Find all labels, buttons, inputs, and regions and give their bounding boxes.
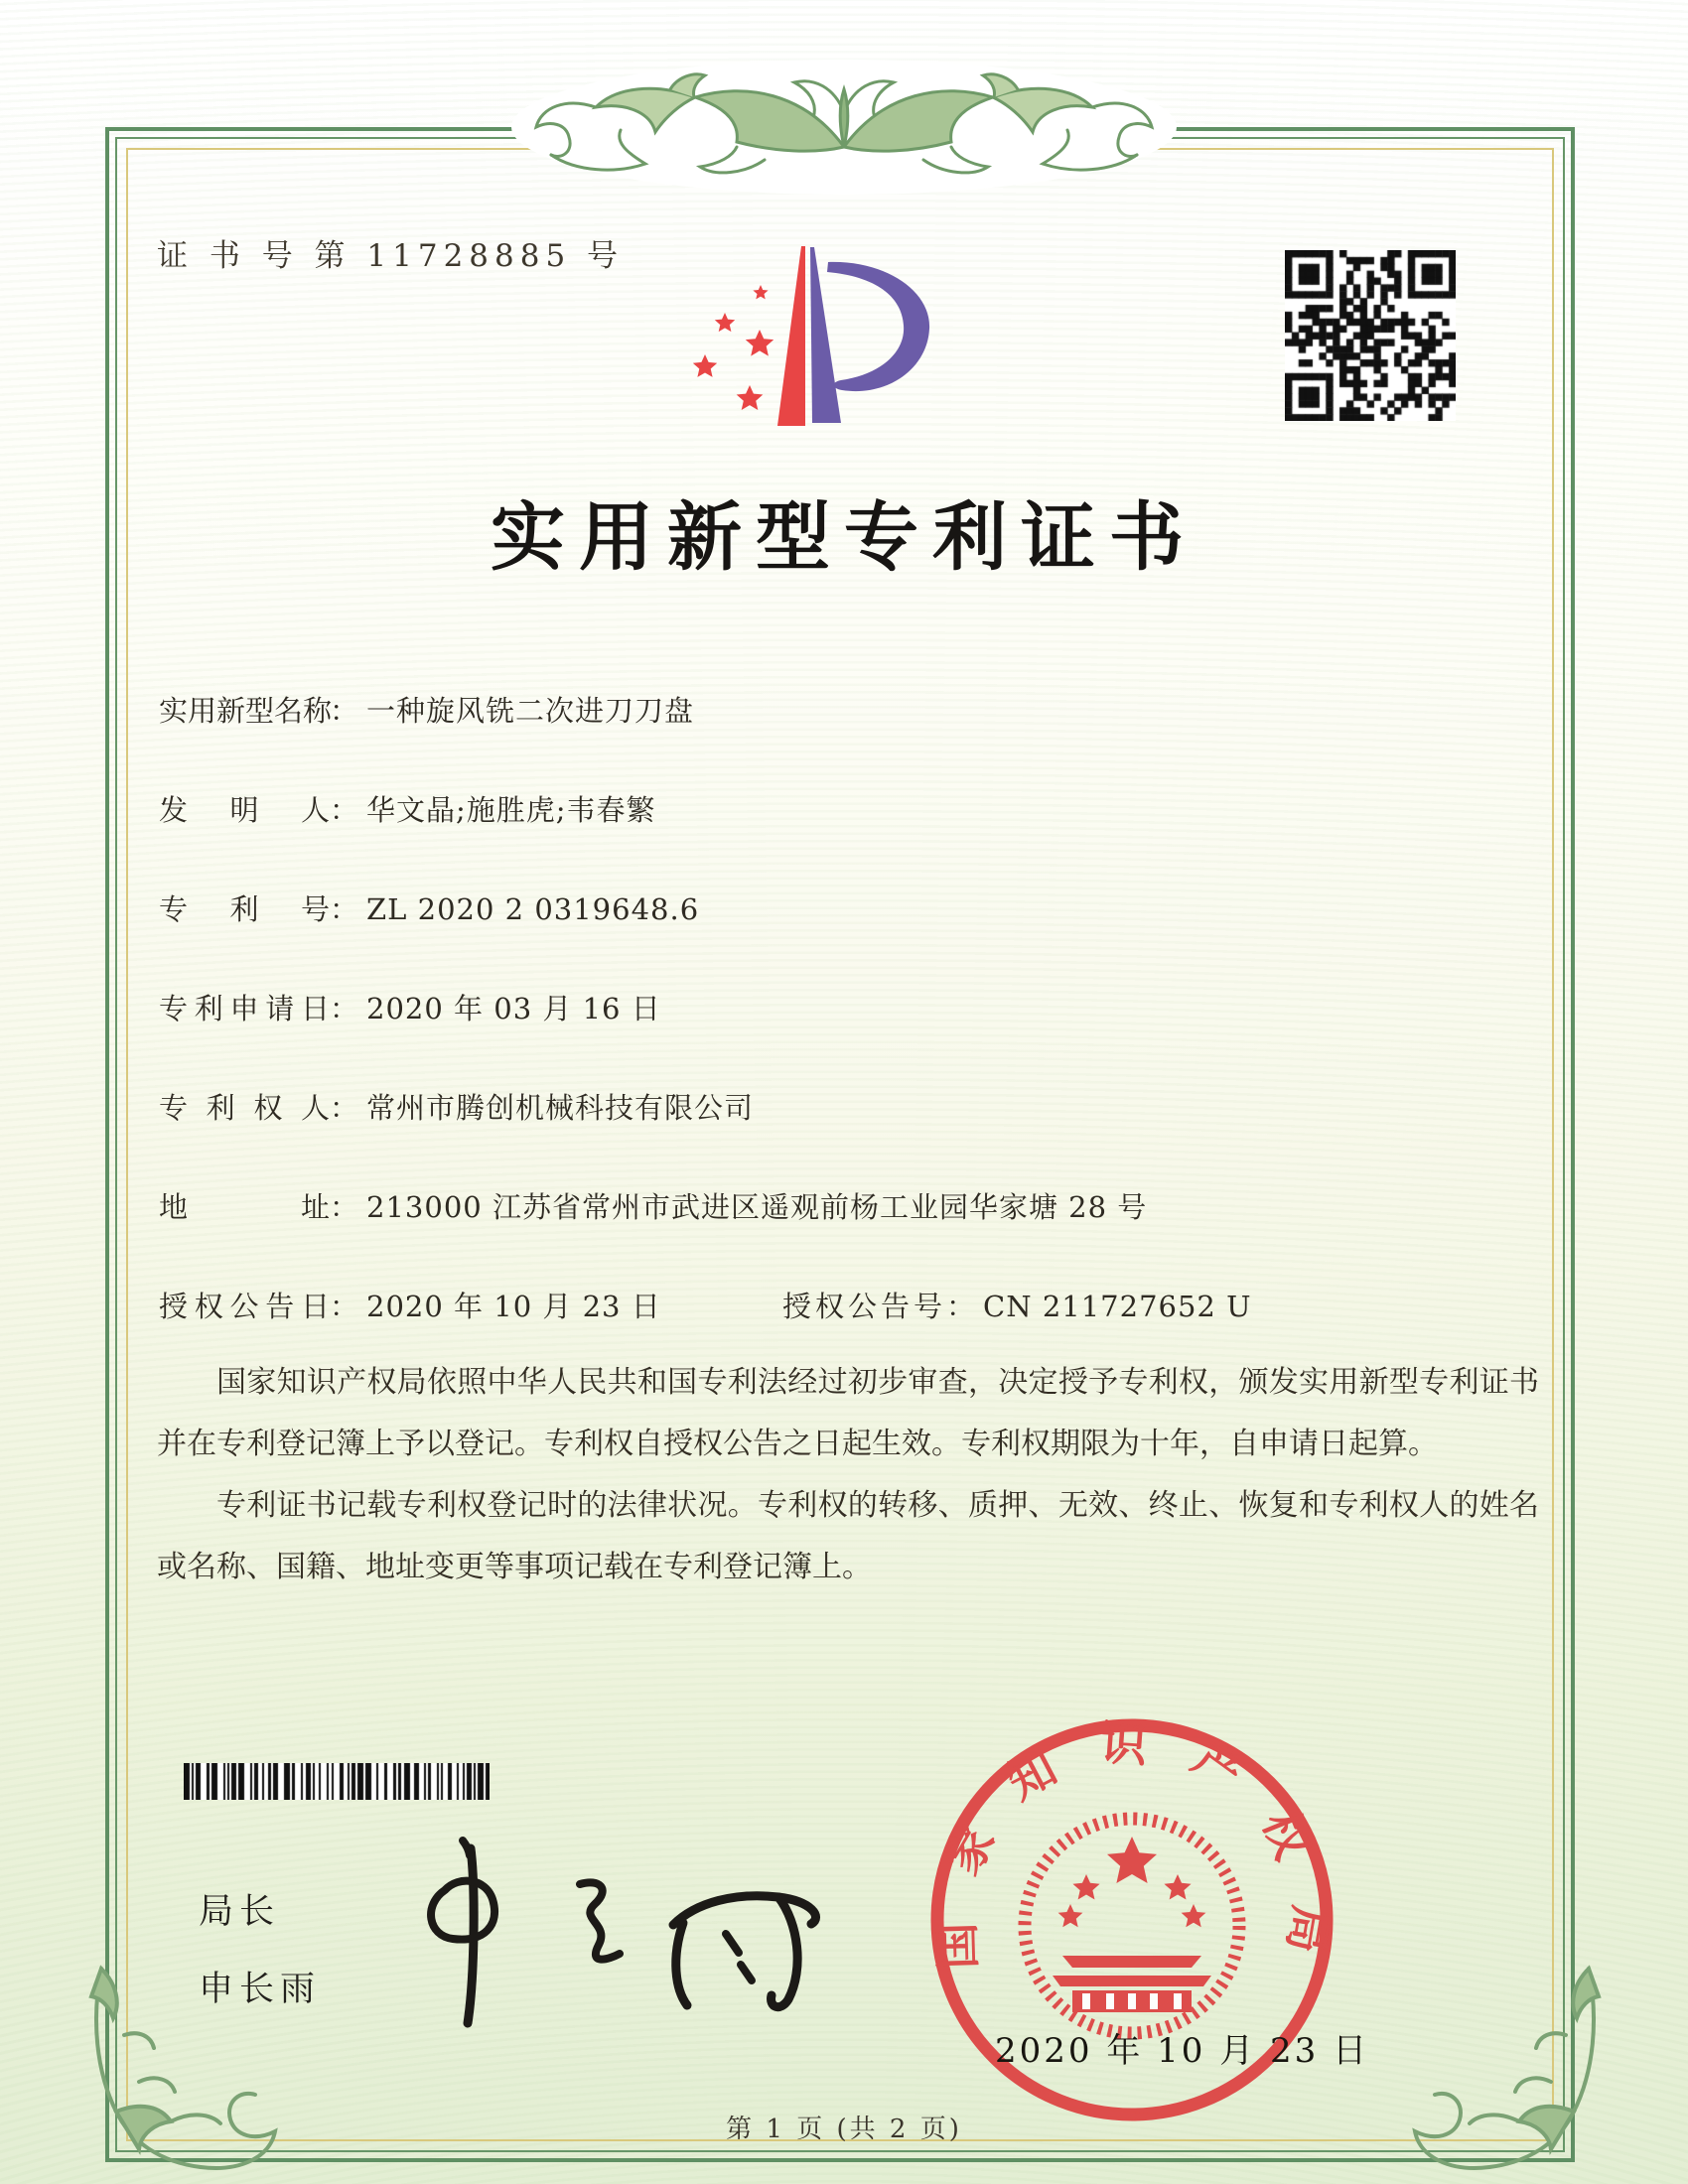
certificate-number: 证 书 号 第 11728885 号 (157, 238, 625, 274)
certificate-title: 实用新型专利证书 (490, 493, 1197, 581)
field-value: ZL 2020 2 0319648.6 (366, 892, 700, 926)
field-colon: ： (330, 1190, 359, 1224)
field-address (159, 1185, 1549, 1225)
field-grant-row (159, 1285, 1549, 1324)
top-flourish-ornament (467, 48, 1221, 206)
director-signature (383, 1829, 854, 2063)
seal-date: 2020 年 10 月 23 日 (995, 2031, 1370, 2071)
field-value: 2020 年 03 月 16 日 (366, 992, 661, 1025)
field-label: 授权公告号 (782, 1290, 947, 1323)
field-label: 授权公告日 (159, 1290, 330, 1323)
field-label: 实用新型名称 (159, 694, 333, 728)
field-colon: ： (330, 1091, 359, 1125)
field-label: 专利申请日 (159, 992, 330, 1025)
field-value: 213000 江苏省常州市武进区遥观前杨工业园华家塘 28 号 (366, 1190, 1148, 1224)
legal-paragraph-1: 国家知识产权局依照中华人民共和国专利法经过初步审查，决定授予专利权，颁发实用新型专利证书并在专利登记簿上予以登记。专利权自授权公告之日起生效。专利权期限为十年，自申请日起算。 (157, 1365, 1539, 1461)
field-utility-model-name (159, 689, 1549, 729)
field-patentee (159, 1086, 1549, 1126)
director-name: 申长雨 (199, 1970, 322, 2009)
field-value: 2020 年 10 月 23 日 (366, 1290, 661, 1323)
field-label: 专利号 (159, 892, 330, 926)
qr-code (1285, 250, 1456, 421)
field-value: CN 211727652 U (983, 1290, 1252, 1323)
field-label: 专利权人 (159, 1091, 330, 1125)
field-inventors (159, 788, 1549, 828)
field-colon: ： (330, 1290, 359, 1323)
barcode (184, 1763, 490, 1800)
field-label: 发明人 (159, 793, 330, 827)
bottom-right-flourish (1372, 1961, 1620, 2184)
field-colon: ： (330, 694, 359, 728)
field-value: 常州市腾创机械科技有限公司 (366, 1091, 755, 1125)
field-list (159, 689, 1549, 1384)
field-grant-number (782, 1285, 1252, 1325)
field-label: 地址 (159, 1190, 330, 1224)
field-value: 一种旋风铣二次进刀刀盘 (366, 694, 695, 728)
legal-paragraph-2: 专利证书记载专利权登记时的法律状况。专利权的转移、质押、无效、终止、恢复和专利权人的姓名或名称、国籍、地址变更等事项记载在专利登记簿上。 (157, 1488, 1539, 1584)
field-value: 华文晶;施胜虎;韦春繁 (366, 793, 656, 827)
national-emblem-icon (1025, 1819, 1239, 2033)
field-colon: ： (330, 793, 359, 827)
director-title: 局长 (199, 1892, 281, 1932)
cnipa-logo-icon (683, 234, 943, 437)
field-filing-date (159, 987, 1549, 1026)
field-colon: ： (946, 1290, 976, 1323)
legal-text (157, 1352, 1539, 1598)
field-colon: ： (330, 892, 359, 926)
seal-ring-text: 国家知识产权局 (928, 1715, 1338, 1998)
page-number: 第 1 页 (共 2 页) (726, 2115, 962, 2144)
field-colon: ： (330, 992, 359, 1025)
field-patent-number (159, 887, 1549, 927)
